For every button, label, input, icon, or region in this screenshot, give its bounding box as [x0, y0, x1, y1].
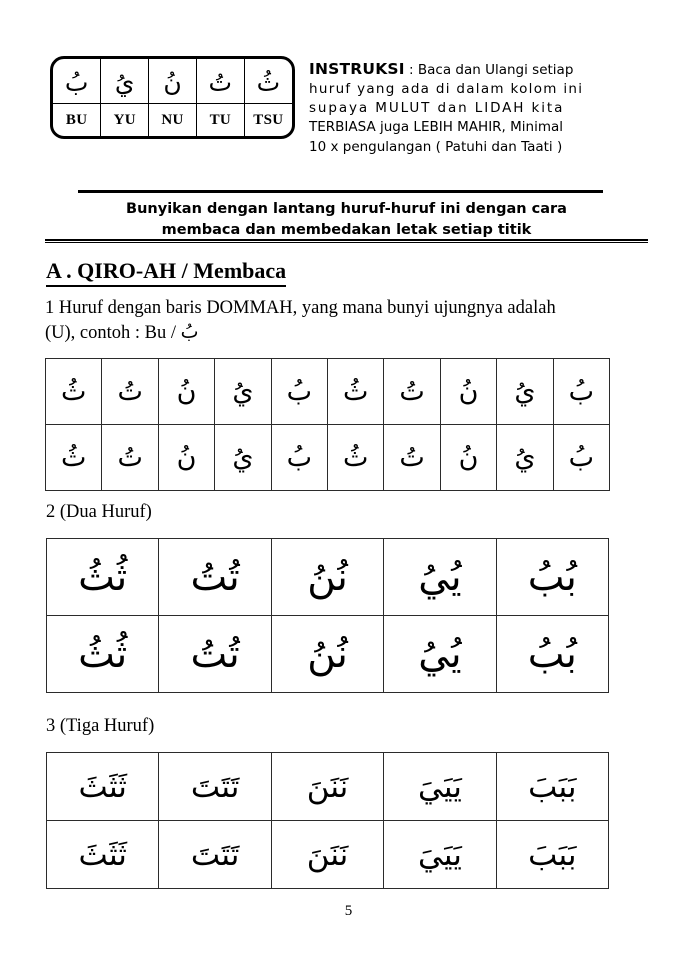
banner-line-2: membaca dan membedakan letak setiap titik — [161, 222, 532, 239]
grid-cell: يُيُ — [384, 616, 496, 693]
section-intro — [45, 296, 645, 346]
grid-cell: تَتَتَ — [159, 821, 271, 889]
grid-cell: يَيَيَ — [384, 821, 496, 889]
letter-reference-box — [50, 56, 295, 139]
two-letter-grid — [46, 538, 609, 693]
grid-cell: نُنُ — [271, 539, 383, 616]
grid-cell: بُبُ — [496, 539, 608, 616]
instruction-line-5: 10 x pengulangan ( Patuhi dan Taati ) — [309, 138, 563, 155]
grid-cell: ثُثُ — [47, 616, 159, 693]
grid-cell: تُتُ — [159, 539, 271, 616]
grid-cell: تُتُ — [159, 616, 271, 693]
grid-cell: بُ — [271, 425, 327, 491]
grid-cell: تَتَتَ — [159, 753, 271, 821]
table-row — [47, 753, 609, 821]
instruction-line-1: : Baca dan Ulangi setiap — [404, 62, 574, 78]
letter-translit-cell: BU — [53, 104, 101, 137]
instruction-text — [309, 56, 650, 157]
grid-cell: نُ — [158, 425, 214, 491]
instruction-line-3: supaya MULUT dan LIDAH kita — [309, 100, 565, 117]
header-row — [50, 56, 650, 157]
grid-cell: نُنُ — [271, 616, 383, 693]
intro-line-2 — [45, 320, 645, 345]
banner-line-1: Bunyikan dengan lantang huruf-huruf ini dengan cara — [126, 201, 567, 217]
grid-cell: نَنَنَ — [271, 753, 383, 821]
grid-cell: بُ — [271, 359, 327, 425]
table-row — [47, 539, 609, 616]
grid-cell: يَيَيَ — [384, 753, 496, 821]
instruction-line-2: huruf yang ada di dalam kolom ini — [309, 81, 584, 98]
banner-rule-top — [78, 190, 603, 193]
banner-text — [45, 199, 648, 241]
grid-cell: ثُثُ — [47, 539, 159, 616]
grid-cell: يُ — [497, 359, 553, 425]
grid-cell: يُيُ — [384, 539, 496, 616]
subsection-label-three-letters: 3 (Tiga Huruf) — [46, 716, 155, 736]
grid-cell: ثُ — [46, 425, 102, 491]
letter-translit-cell: TSU — [244, 104, 292, 137]
subsection-label-two-letters: 2 (Dua Huruf) — [46, 502, 152, 522]
grid-cell: تُ — [102, 425, 158, 491]
instruction-lead: INSTRUKSI — [309, 60, 405, 78]
letter-translit-cell: TU — [196, 104, 244, 137]
grid-cell: بُ — [553, 425, 609, 491]
grid-cell: بَبَبَ — [496, 821, 608, 889]
letter-translit-cell: YU — [101, 104, 149, 137]
single-letter-grid — [45, 358, 610, 491]
table-row — [47, 616, 609, 693]
grid-cell: يُ — [215, 359, 271, 425]
three-letter-grid — [46, 752, 609, 889]
grid-cell: بُ — [553, 359, 609, 425]
grid-cell: ثُ — [328, 359, 384, 425]
section-title: A . QIRO-AH / Membaca — [46, 258, 286, 287]
table-row — [47, 821, 609, 889]
banner-rule-bottom — [45, 239, 648, 243]
grid-cell: نَنَنَ — [271, 821, 383, 889]
grid-cell: تُ — [384, 359, 440, 425]
instruction-line-4: TERBIASA juga LEBIH MAHIR, Minimal — [309, 119, 564, 136]
grid-cell: ثُ — [328, 425, 384, 491]
letter-arabic-cell: تُ — [196, 59, 244, 104]
page-number: 5 — [344, 903, 353, 919]
intro-line-2-text: (U), contoh : Bu / — [45, 323, 181, 344]
letter-arabic-cell: يُ — [101, 59, 149, 104]
letter-translit-row — [53, 104, 292, 137]
letter-arabic-cell: نُ — [149, 59, 197, 104]
grid-cell: بُبُ — [496, 616, 608, 693]
table-row — [46, 425, 610, 491]
letter-arabic-cell: ثُ — [244, 59, 292, 104]
grid-cell: يُ — [215, 425, 271, 491]
grid-cell: نُ — [440, 359, 496, 425]
letter-translit-cell: NU — [149, 104, 197, 137]
grid-cell: يُ — [497, 425, 553, 491]
grid-cell: تُ — [384, 425, 440, 491]
letter-reference-table — [53, 59, 292, 136]
grid-cell: ثُ — [46, 359, 102, 425]
table-row — [46, 359, 610, 425]
grid-cell: تُ — [102, 359, 158, 425]
grid-cell: نُ — [440, 425, 496, 491]
intro-line-1: 1 Huruf dengan baris DOMMAH, yang mana bunyi ujungnya adalah — [45, 298, 556, 318]
grid-cell: ثَثَثَ — [47, 821, 159, 889]
grid-cell: نُ — [158, 359, 214, 425]
grid-cell: بَبَبَ — [496, 753, 608, 821]
grid-cell: ثَثَثَ — [47, 753, 159, 821]
letter-arabic-row — [53, 59, 292, 104]
intro-arabic-example: بُ — [180, 321, 199, 344]
letter-arabic-cell: بُ — [53, 59, 101, 104]
